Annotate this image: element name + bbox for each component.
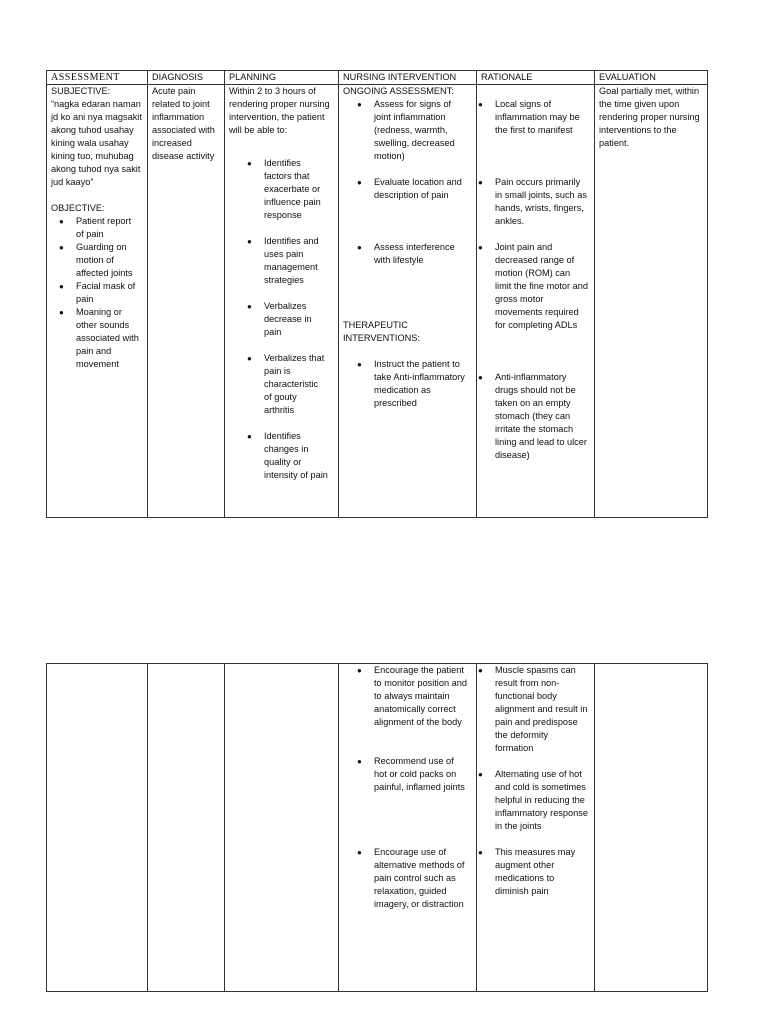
list-item: ● Identifies changes in quality or intensity of pain [247, 431, 328, 480]
list-item: ● Moaning or other sounds associated with pain and movement [59, 307, 139, 369]
assessment-cell-empty [47, 664, 148, 992]
care-plan-table-continued [46, 663, 708, 992]
list-item: ● Pain occurs primarily in small joints, such as hands, wrists, fingers, ankles. [478, 177, 587, 226]
header-diagnosis: DIAGNOSIS [148, 71, 225, 85]
list-item: ● Encourage use of alternative methods of pain control such as relaxation, guided imagery, or distraction [357, 847, 465, 909]
rationale-list [478, 98, 590, 462]
therapeutic-list [343, 358, 472, 410]
list-item: ● Evaluate location and description of pain [357, 177, 462, 200]
therapeutic-label: THERAPEUTIC INTERVENTIONS: [343, 320, 420, 343]
content-row [47, 85, 708, 518]
planning-cell-empty [225, 664, 339, 992]
list-item: ● Identifies and uses pain management strategies [247, 236, 319, 285]
header-assessment: ASSESSMENT [47, 71, 148, 85]
diagnosis-cell-empty [148, 664, 225, 992]
care-plan-table [46, 70, 708, 518]
list-item: ● Assess interference with lifestyle [357, 242, 455, 265]
ongoing-assessment-label: ONGOING ASSESSMENT: [343, 86, 454, 96]
list-item: ● This measures may augment other medications to diminish pain [478, 847, 576, 896]
list-item: ● Facial mask of pain [59, 281, 136, 304]
header-row [47, 71, 708, 85]
list-item: ● Assess for signs of joint inflammation (redness, warmth, swelling, decreased motion) [357, 99, 455, 161]
planning-list [229, 157, 334, 482]
list-item: ● Recommend use of hot or cold packs on painful, inflamed joints [357, 756, 465, 792]
list-item: ● Verbalizes that pain is characteristic of gouty arthritis [247, 353, 325, 415]
objective-label: OBJECTIVE: [51, 203, 105, 213]
evaluation-text: Goal partially met, within the time given upon rendering proper nursing interventions to the patient. [599, 86, 700, 148]
subjective-label: SUBJECTIVE: [51, 86, 111, 96]
list-item: ● Identifies factors that exacerbate or influence pain response [247, 158, 321, 220]
list-item: ● Alternating use of hot and cold is sometimes helpful in reducing the inflammatory response in the joints [478, 769, 588, 831]
list-item: ● Anti-inflammatory drugs should not be taken on an empty stomach (they can irritate the stomach lining and lead to ulcer disease) [478, 372, 587, 460]
header-evaluation: EVALUATION [595, 71, 708, 85]
intervention-cell [339, 85, 477, 518]
header-rationale: RATIONALE [477, 71, 595, 85]
assessment-cell [47, 85, 148, 518]
header-nursing-intervention: NURSING INTERVENTION [339, 71, 477, 85]
list-item: ● Verbalizes decrease in pain [247, 301, 312, 337]
evaluation-cell-empty [595, 664, 708, 992]
content-row [47, 664, 708, 992]
list-item: ● Joint pain and decreased range of motion (ROM) can limit the fine motor and gross motor movements required for completing ADLs [478, 242, 588, 330]
intervention-list [343, 664, 472, 911]
list-item: ● Local signs of inflammation may be the first to manifest [478, 99, 580, 135]
rationale-list [478, 664, 590, 898]
planning-intro: Within 2 to 3 hours of rendering proper nursing intervention, the patient will be able to: [229, 86, 330, 135]
intervention-cell [339, 664, 477, 992]
list-item: ● Patient report of pain [59, 216, 132, 239]
objective-list [51, 215, 143, 371]
rationale-cell [477, 85, 595, 518]
rationale-cell [477, 664, 595, 992]
header-planning: PLANNING [225, 71, 339, 85]
diagnosis-text: Acute pain related to joint inflammation associated with increased disease activity [152, 86, 215, 161]
planning-cell [225, 85, 339, 518]
list-item: ● Guarding on motion of affected joints [59, 242, 133, 278]
list-item: ● Instruct the patient to take Anti-inflammatory medication as prescribed [357, 359, 465, 408]
ongoing-list [343, 98, 472, 267]
list-item: ● Muscle spasms can result from non-functional body alignment and result in pain and predispose the deformity formation [478, 665, 588, 753]
subjective-text: “nagka edaran naman jd ko ani nya magsakit akong tuhod usahay kining wala usahay kining tuo, muhubag akong tuhod nya sakit jud kaayo” [51, 99, 142, 187]
evaluation-cell [595, 85, 708, 518]
diagnosis-cell [148, 85, 225, 518]
list-item: ● Encourage the patient to monitor position and to always maintain anatomically correct alignment of the body [357, 665, 467, 727]
